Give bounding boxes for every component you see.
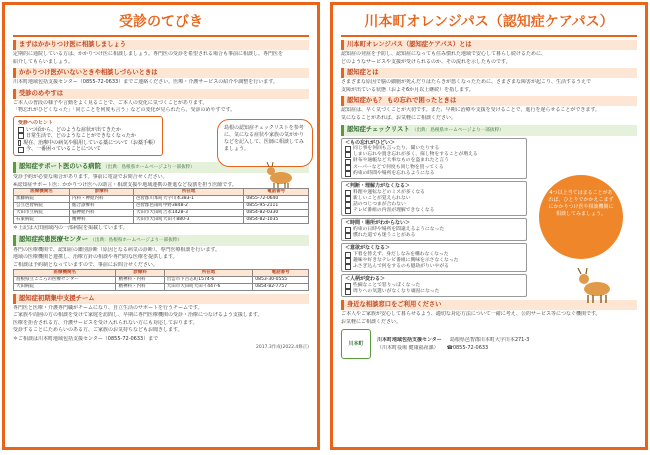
section-text: ご本人やご家族が安心して暮らせるよう、適切な対応方法について一緒に考え、公的サービス等につなぐ機関です。 bbox=[341, 311, 601, 318]
checkbox-icon[interactable] bbox=[345, 165, 351, 171]
table-row: 加藤病院 内科・神経内科 邑智郡川本町大字川本383-1 0855-72-0640 bbox=[14, 196, 309, 203]
checklist-item[interactable]: テレビ番組の内容が理解できなくなる bbox=[345, 208, 523, 214]
section-consult bbox=[13, 40, 309, 65]
center-table bbox=[13, 269, 309, 291]
checklist-item: 今、一番困っていることについて bbox=[18, 146, 158, 153]
section-text: 気になることがあれば、お気軽にご相談ください。 bbox=[341, 114, 457, 121]
section-text: 医療を拒否される方、介護サービスを受け入れられない方にも対応しております。 bbox=[13, 319, 198, 326]
town-logo: 川本町 bbox=[341, 329, 371, 359]
checkbox-icon[interactable] bbox=[345, 202, 351, 208]
section-orange-pass bbox=[341, 40, 637, 65]
checkbox-icon[interactable] bbox=[345, 159, 351, 165]
section-heading: 川本町オレンジパス（認知症ケアパス）とは bbox=[341, 40, 637, 50]
section-text: 認知症は、早く気づくことが大切です。また、早期に治療や支援を受けることで、進行を遅らせることができます。 bbox=[341, 107, 600, 114]
table-header-row: 医療機関名 診療科 所在地 電話番号 bbox=[14, 189, 309, 196]
section-heading: 認知症かも？ もの忘れで困ったときは bbox=[341, 96, 637, 106]
checklist-category bbox=[341, 243, 527, 272]
checklist-item[interactable]: 約束の時間や場所を忘れるようになる bbox=[345, 171, 523, 177]
section-text: 認知症の発症を予防し、認知症になっても住み慣れた地域で安心して暮らし続けるために、 bbox=[341, 51, 547, 57]
contact-info bbox=[377, 336, 637, 351]
category-heading: ＜意欲がなくなる＞ bbox=[345, 245, 391, 252]
right-title: 川本町オレンジパス（認知症ケアパス） bbox=[364, 14, 614, 30]
section-text: ※認知症サポート医：かかりつけ医への助言・相談支援や地域連携の推進など役割を担う医師です。 bbox=[13, 181, 237, 188]
checklist-category bbox=[341, 181, 527, 216]
hospital-table bbox=[13, 188, 309, 224]
creation-date: 2017.3作成(2022.4修正) bbox=[255, 345, 309, 351]
section-text: 川本町地域包括支援センター（0855-72-0633）までご連絡ください。医療・介護サービスの紹介や調整を行います。 bbox=[13, 79, 278, 86]
section-text: 地域の医療機関と連携し、治療方針の相談や専門的な医療を提供します。 bbox=[13, 254, 178, 261]
checkbox-icon[interactable] bbox=[345, 264, 351, 270]
section-heading: 認知症初期集中支援チーム bbox=[13, 294, 309, 304]
checkbox-icon[interactable] bbox=[345, 190, 351, 196]
checkbox-icon[interactable] bbox=[345, 252, 351, 258]
checkbox-icon[interactable] bbox=[345, 233, 351, 239]
section-heading: まずはかかりつけ医に相談しましょう bbox=[13, 40, 309, 50]
contact-text: ＊ご相談は川本町地域包括支援センター（0855-72-0633）まで bbox=[13, 335, 159, 342]
checklist-categories bbox=[341, 138, 527, 298]
section-text: ご本人の普段の様子や言動をよく見ることで、ご本人の変化に気づくことがあります。 bbox=[13, 99, 208, 106]
contact-tel: ☎0855-72-0633 bbox=[446, 344, 489, 351]
left-panel bbox=[2, 2, 320, 450]
checklist-item: いつ頃から、どのような症状が出てきたか bbox=[18, 127, 158, 134]
checkbox-icon bbox=[18, 147, 24, 153]
section-heading: 受診のめやすは bbox=[13, 89, 309, 99]
checklist-item: 現在、治療中の病気や服用している薬について（お薬手帳） bbox=[18, 140, 158, 147]
checklist-box bbox=[13, 116, 163, 156]
section-text: 定期的に通院している方は、かかりつけ医に相談しましょう。専門医の受診を希望される場合も事前に相談し、専門医を bbox=[13, 51, 284, 57]
category-heading: ＜人柄が変わる＞ bbox=[345, 276, 386, 283]
checklist-item[interactable]: 慣れた道でも迷うことがある bbox=[345, 233, 523, 239]
section-text: どのようなサービスや支援が受けられるのか、その流れを示したものです。 bbox=[341, 58, 511, 65]
section-no-doctor bbox=[13, 68, 309, 86]
checklist-item[interactable]: 財布や通帳など大事なものを盗まれたと言う bbox=[345, 158, 523, 164]
checkbox-icon bbox=[18, 133, 24, 139]
checklist-item[interactable]: 些細なことで怒りっぽくなった bbox=[345, 283, 523, 289]
contact-name: 川本町地域包括支援センター bbox=[377, 336, 442, 343]
section-forgetful bbox=[341, 96, 637, 121]
checkbox-icon bbox=[18, 140, 21, 146]
checkbox-icon[interactable] bbox=[345, 289, 351, 295]
checklist-category bbox=[341, 274, 527, 297]
section-text: 支障が出ている状態（およそ6か月以上継続）を指します。 bbox=[341, 86, 474, 93]
section-text: 受診することにためらいのある方、ご家族のお気持ちなどもお聞きします。 bbox=[13, 327, 183, 334]
contact-block bbox=[341, 329, 637, 359]
deer-mascot-icon bbox=[263, 161, 299, 189]
section-heading: 認知症疾患医療センター （出典：島根県ホームページより一部抜粋） bbox=[13, 235, 309, 246]
advice-bubble: 4つ以上当てはまることがあれば、ひとりでかかえこまずにかかりつけ医や相談機関に相談してみましょう。 bbox=[539, 175, 623, 259]
checklist-item[interactable]: スーパーなどで何度も同じ物を買ってくる bbox=[345, 165, 523, 171]
checkbox-icon[interactable] bbox=[345, 146, 351, 152]
speech-bubble: 島根の認知症チェックリストを参考に、気になる症状や家族の気がかりなどを記入して、医師に相談してみましょう。 bbox=[217, 119, 313, 167]
checkbox-icon[interactable] bbox=[345, 152, 351, 158]
checklist-item[interactable]: 趣味や好きなテレビ番組に興味を示さなくなった bbox=[345, 258, 523, 264]
section-text: 紹介してもらいましょう。 bbox=[13, 58, 74, 65]
checklist-item[interactable]: 料理や運転などのミスが多くなる bbox=[345, 190, 523, 196]
checklist-item: 日常生活で、どのようなことができなくなったか bbox=[18, 133, 158, 140]
checklist-item[interactable]: 話のつじつまが合わない bbox=[345, 202, 523, 208]
checklist-item[interactable]: しまい忘れや置き忘れが多く、探し物をすることが増える bbox=[345, 152, 523, 158]
checkbox-icon[interactable] bbox=[345, 258, 351, 264]
section-text: ご相談は予約制となっていますので、事前にお問合せください。 bbox=[13, 261, 158, 268]
section-text: 「物忘れがひどくなった」「同じことを何度も言う」などの変化が見られたら、受診のめやすです。 bbox=[13, 107, 236, 114]
section-medical-center bbox=[13, 235, 309, 291]
checklist-category bbox=[341, 218, 527, 241]
section-text: さまざまな原因で脳の細胞が死んだりはたらきが悪くなったために、さまざまな障害が起こり、生活するうえで bbox=[341, 79, 592, 86]
checkbox-icon[interactable] bbox=[345, 196, 351, 202]
title-divider bbox=[13, 35, 309, 37]
checkbox-icon bbox=[18, 127, 24, 133]
section-text: お気軽にご相談ください。 bbox=[341, 318, 402, 325]
contact-sub: （川本町役場 健康福祉課） bbox=[377, 344, 439, 351]
checkbox-icon[interactable] bbox=[345, 171, 351, 177]
table-row: 大田市立病院 脳神経内科 大田市大田町吉永1428-3 0854-82-0330 bbox=[14, 210, 309, 217]
left-title: 受診のてびき bbox=[119, 14, 203, 30]
checkbox-icon[interactable] bbox=[345, 227, 351, 233]
checklist-item[interactable]: 周りへの気遣いがなくなり頑固になった bbox=[345, 289, 523, 295]
section-support-team bbox=[13, 294, 309, 343]
table-row: 石東病院 精神科 大田市大田町大田イ880-3 0854-82-1035 bbox=[14, 217, 309, 224]
category-heading: ＜もの忘れがひどい＞ bbox=[345, 139, 396, 146]
section-text: 専門医と医療・介護専門職がチームになり、自立生活のサポートを行うチームです。 bbox=[13, 304, 203, 311]
section-text: 受診予約が必要な場合があります。事前に電話でお問合せください。 bbox=[13, 173, 168, 180]
checklist-title: 受診へのヒント bbox=[18, 119, 54, 126]
section-text: 専門の医療機関で、認知症の鑑別診断（原因となる病気の診断）、専門医療相談を行います。 bbox=[13, 246, 221, 253]
checklist-category bbox=[341, 138, 527, 180]
checklist-item[interactable]: 新しいことが覚えられない bbox=[345, 196, 523, 202]
category-heading: ＜時間・場所がわからない＞ bbox=[345, 220, 411, 227]
checkbox-icon[interactable] bbox=[345, 283, 351, 289]
category-heading: ＜判断・理解力がなくなる＞ bbox=[345, 183, 411, 190]
checklist-item[interactable]: 約束の日時や場所を間違えるようになった bbox=[345, 227, 523, 233]
right-panel bbox=[330, 2, 648, 450]
table-row: 大田病院 精神科・内科 大田市大田町大田イ447-6 0854-82-7757 bbox=[14, 283, 309, 290]
checklist-item[interactable]: 下着を替えず、身だしなみを構わなくなった bbox=[345, 252, 523, 258]
table-footnote: ＊上記は大田圏域内の一部病院を掲載しています。 bbox=[13, 225, 128, 232]
table-row: 公立邑智病院 総合診療科 邑智郡邑南町中野3848-2 0855-95-2111 bbox=[14, 203, 309, 210]
section-heading: 認知症チェックリスト （出典：島根県ホームページより一部抜粋） bbox=[341, 125, 637, 136]
section-heading: 身近な相談窓口をご利用ください bbox=[341, 300, 637, 310]
title-divider bbox=[341, 35, 637, 37]
table-row: 島根県立こころの医療センター 精神科・内科 出雲市下古志町1574-6 0853-30-0555 bbox=[14, 276, 309, 283]
checklist-item[interactable]: 同じ事を何回も言ったり、聞いたりする bbox=[345, 146, 523, 152]
table-header-row: 医療機関名 診療科 所在地 電話番号 bbox=[14, 269, 309, 276]
section-dementia bbox=[341, 68, 637, 93]
checklist-item[interactable]: ふさぎ込んで何をするのも億劫がりいやがる bbox=[345, 264, 523, 270]
section-heading: 認知症とは bbox=[341, 68, 637, 78]
section-heading: 認知症サポート医のいる病院 （出典：島根県ホームページより一部抜粋） bbox=[13, 162, 309, 173]
contact-address: 島根県邑智郡川本町大字川本271-3 bbox=[449, 336, 530, 343]
section-heading: かかりつけ医がいないときや相談しづらいときは bbox=[13, 68, 309, 78]
checkbox-icon[interactable] bbox=[345, 208, 351, 214]
deer-mascot-icon bbox=[573, 267, 617, 305]
section-text: ご家族や周囲の方の相談を受けて家庭を訪問し、早期に専門医療機関の受診・治療につなげるよう支援します。 bbox=[13, 312, 263, 319]
